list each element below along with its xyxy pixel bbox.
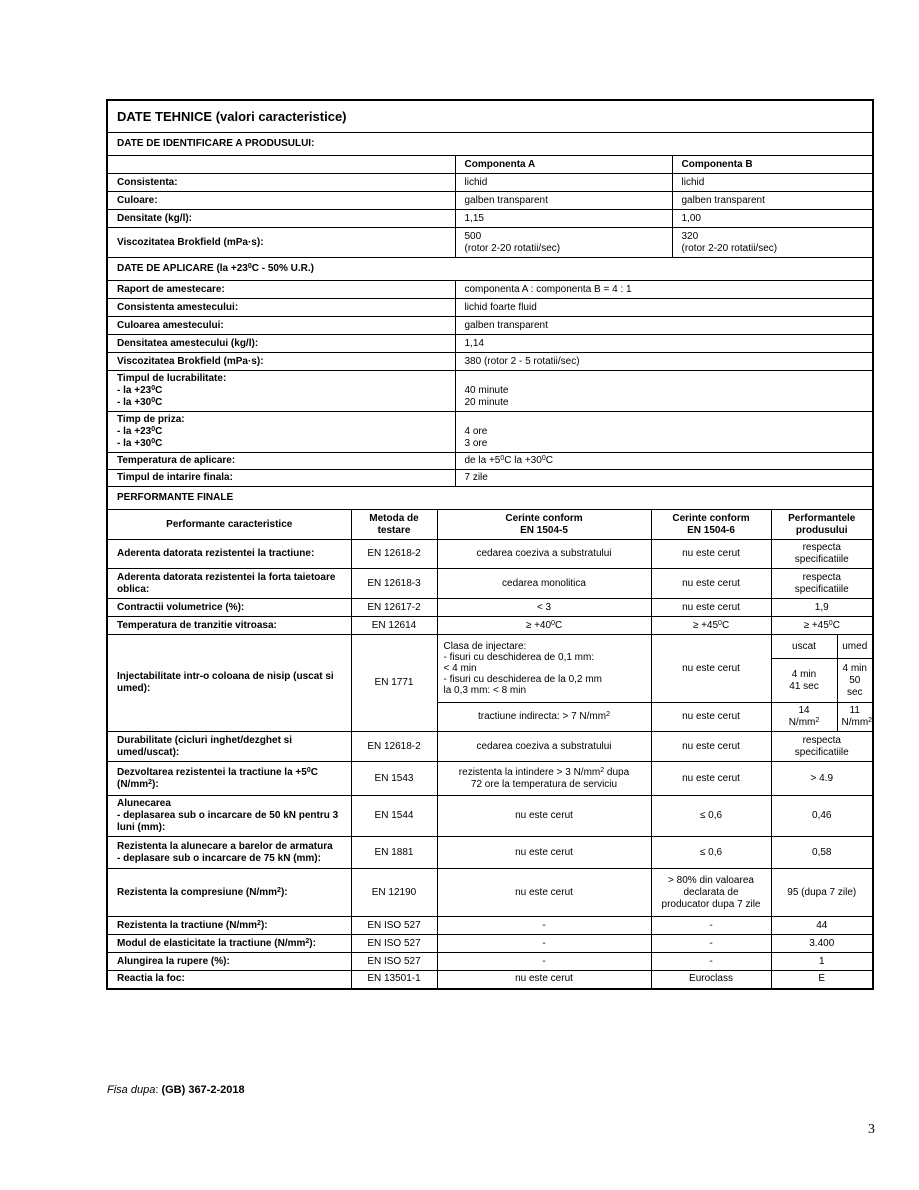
table-row: Alunecarea - deplasarea sub o incarcare de 50 kN pentru 3 luni (mm): EN 1544 nu este cerut ≤ 0,6 0,46 xyxy=(107,796,873,837)
page-title: DATE TEHNICE (valori caracteristice) xyxy=(107,100,873,133)
table-row: Consistenta: lichid lichid xyxy=(107,174,873,192)
table-row xyxy=(107,412,873,453)
table-row xyxy=(107,371,873,412)
technical-data-sheet xyxy=(106,99,872,990)
setting-value: 4 ore 3 ore xyxy=(455,412,873,453)
table-row: Densitatea amestecului (kg/l): 1,14 xyxy=(107,335,873,353)
injectability-time-row: 4 min 41 sec 4 min 50 sec xyxy=(107,659,873,703)
application-temperature: de la $+5^0C$ la $+30^0C$ xyxy=(455,453,873,470)
col-header-b: Componenta B xyxy=(672,156,873,174)
table-row: Rezistenta la compresiune $(N/mm^2)$: EN 12190 nu este cerut > 80% din valoarea declarata de producator dupa 7 zile 95 (dupa 7 zile) xyxy=(107,869,873,917)
table-row: Timpul de intarire finala: 7 zile xyxy=(107,470,873,487)
workability-label: Timpul de lucrabilitate: - la $+23^0C$ - la $+30^0C$ xyxy=(107,371,455,412)
table-row: Densitate (kg/l): 1,15 1,00 xyxy=(107,210,873,228)
table-row: Alungirea la rupere (%): EN ISO 527 - - 1 xyxy=(107,953,873,971)
table-row: Dezvoltarea rezistentei la tractiune la $+5^0C$ $(N/mm^2)$: EN 1543 rezistenta la intindere > 3 $N/mm^2$ dupa 72 ore la temperatura de serviciu nu este cerut > 4.9 xyxy=(107,762,873,796)
performance-header-row: Performante caracteristice Metoda de testare Cerinte conform EN 1504-5 Cerinte conform EN 1504-6 Performantele produsului xyxy=(107,510,873,540)
table-row: Durabilitate (cicluri inghet/dezghet si umed/uscat): EN 12618-2 cedarea coeziva a substratului nu este cerut respecta specificatiile xyxy=(107,732,873,762)
technical-data-table xyxy=(106,99,874,990)
table-row: Rezistenta la alunecare a barelor de armatura - deplasare sub o incarcare de 75 kN (mm): EN 1881 nu este cerut ≤ 0,6 0,58 xyxy=(107,837,873,869)
injectability-row: Injectabilitate intr-o coloana de nisip (uscat si umed): EN 1771 Clasa de injectare: - fisuri cu deschiderea de 0,1 mm: < 4 min - fisuri cu deschiderea de la 0,2 mm la 0,3 mm: < 8 min nu este cerut uscat umed xyxy=(107,635,873,659)
table-row xyxy=(107,156,873,174)
table-row: Viscozitatea Brokfield (mPa·s): 380 (rotor 2 - 5 rotatii/sec) xyxy=(107,353,873,371)
table-row: Viscozitatea Brokfield (mPa·s): 500 (rotor 2-20 rotatii/sec) 320 (rotor 2-20 rotatii/sec) xyxy=(107,228,873,258)
table-row: Temperatura de aplicare: de la $+5^0C$ la $+30^0C$ xyxy=(107,453,873,470)
source-note: Fisa dupa: (GB) 367-2-2018 xyxy=(107,1084,245,1096)
table-row: Rezistenta la tractiune $(N/mm^2)$: EN ISO 527 - - 44 xyxy=(107,917,873,935)
table-row: Aderenta datorata rezistentei la forta taietoare oblica: EN 12618-3 cedarea monolitica nu este cerut respecta specificatiile xyxy=(107,569,873,599)
setting-label: Timp de priza: - la $+23^0C$ - la $+30^0C$ xyxy=(107,412,455,453)
section-identification: DATE DE IDENTIFICARE A PRODUSULUI: xyxy=(107,133,873,156)
injectability-strength-row: tractiune indirecta: > 7 $N/mm^2$ nu este cerut 14 $N/mm^2$ 11 $N/mm^2$ xyxy=(107,703,873,732)
table-row: Contractii volumetrice (%): EN 12617-2 < 3 nu este cerut 1,9 xyxy=(107,599,873,617)
table-row: Reactia la foc: EN 13501-1 nu este cerut Euroclass E xyxy=(107,971,873,989)
table-row: Culoare: galben transparent galben transparent xyxy=(107,192,873,210)
table-row: Culoarea amestecului: galben transparent xyxy=(107,317,873,335)
page-number: 3 xyxy=(868,1122,875,1137)
table-row: Aderenta datorata rezistentei la tractiune: EN 12618-2 cedarea coeziva a substratului nu este cerut respecta specificatiile xyxy=(107,540,873,569)
section-application: DATE DE APLICARE ($la +23^0C - 50\%$ U.R.) xyxy=(107,258,873,281)
table-row: Modul de elasticitate la tractiune $(N/mm^2)$: EN ISO 527 - - 3.400 xyxy=(107,935,873,953)
col-header-a: Componenta A xyxy=(455,156,672,174)
table-row: Temperatura de tranzitie vitroasa: EN 12614 ≥ $+40^0C$ ≥ $+45^0C$ ≥ $+45^0C$ xyxy=(107,617,873,635)
workability-value: 40 minute 20 minute xyxy=(455,371,873,412)
section-performance: PERFORMANTE FINALE xyxy=(107,487,873,510)
table-row: Consistenta amestecului: lichid foarte fluid xyxy=(107,299,873,317)
table-row: Raport de amestecare: componenta A : componenta B = 4 : 1 xyxy=(107,281,873,299)
